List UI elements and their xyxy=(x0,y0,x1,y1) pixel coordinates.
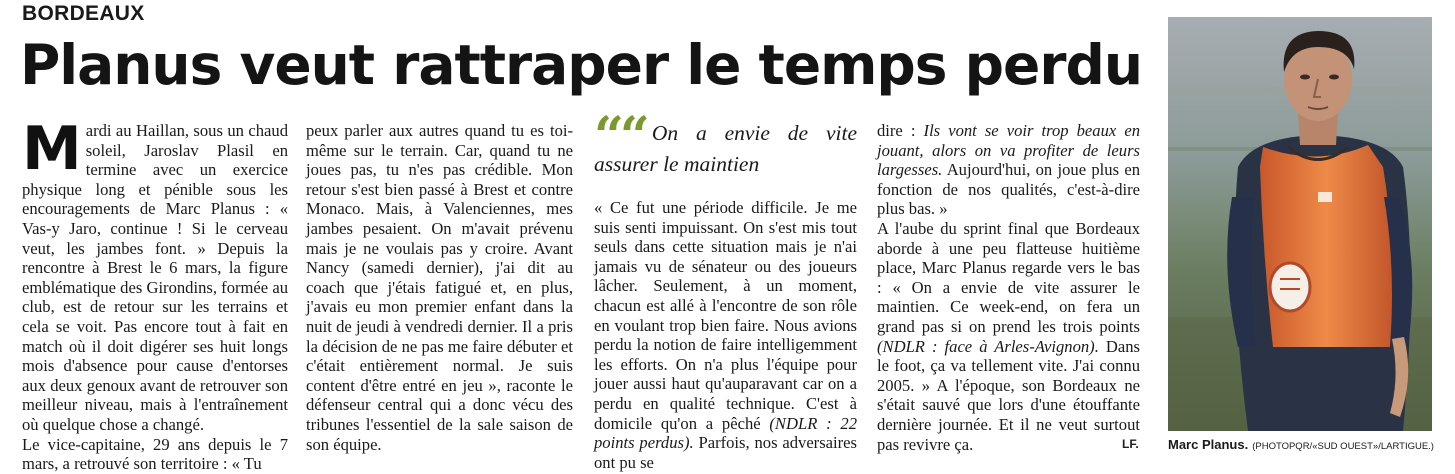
caption-name: Marc Planus. xyxy=(1168,437,1249,452)
article-column-3 xyxy=(594,106,857,472)
pull-quote xyxy=(594,106,857,176)
quoted-italic: Ils vont se voir trop beaux en jouant, alors on va profiter de leurs largesses. xyxy=(877,121,1140,180)
paragraph xyxy=(594,198,857,472)
player-photo-illustration xyxy=(1168,17,1432,431)
article-headline: Planus veut rattraper le temps perdu xyxy=(20,33,1143,97)
paragraph-text: A l'aube du sprint final que Bordeaux aborde à une peu flatteuse huitième place, Marc Planus regarde vers le bas : « On a envie de vite assurer le maintien. Ce week-end, on fera un grand pas si on prend les trois points xyxy=(877,218,1140,336)
paragraph xyxy=(877,121,1140,219)
paragraph: peux parler aux autres quand tu es toi-même sur le terrain. Car, quand tu ne joues pas, tu n'es pas crédible. Mon retour s'est bien passé à Brest et contre Monaco. Mais, à Valenciennes, mes jambes pesaient. On m'avait prévenu mais je ne voulais pas y croire. Avant Nancy (samedi dernier), j'ai dit au coach que j'étais fatigué et, en plus, j'avais eu mon premier enfant dans la nuit de jeudi à vendredi dernier. Il a pris la décision de ne pas me faire débuter et c'était entièrement normal. Je suis content d'être entré en jeu », raconte le défenseur central qui a donc vécu des tribunes l'essentiel de la sale saison de son équipe. xyxy=(306,121,573,454)
drop-cap: M xyxy=(22,114,82,184)
paragraph-text: Parfois, nos adversaires ont pu se xyxy=(594,433,857,472)
quote-mark-icon: ““ xyxy=(594,106,646,167)
pull-quote-text: On a envie de vite assurer le maintien xyxy=(594,121,857,176)
photo-caption xyxy=(1168,436,1438,454)
article-column-1 xyxy=(22,114,288,474)
player-photo xyxy=(1168,17,1432,431)
paragraph xyxy=(22,114,288,435)
section-label: BORDEAUX xyxy=(22,2,145,25)
paragraph xyxy=(877,219,1140,454)
paragraph-text: Aujourd'hui, on joue plus en fonction de nos qualités, c'est-à-dire plus bas. » xyxy=(877,160,1140,219)
article-column-4 xyxy=(877,121,1140,461)
paragraph-text: Dans le foot, ça va tellement vite. J'ai connu 2005. » A l'époque, son Bordeaux ne s'était sauvé que lors d'une étouffante dernière journée. Et il ne veut surtout pas revivre ça. xyxy=(877,336,1140,454)
caption-credit: (PHOTOPQR/«SUD OUEST»/LARTIGUE.) xyxy=(1252,441,1434,452)
paragraph-text: dire : xyxy=(877,121,924,140)
paragraph-text: « Ce fut une période difficile. Je me suis senti impuissant. On s'est mis tout seuls dans cette situation mais je n'ai jamais vu de sénateur ou des joueurs lâcher. Seulement, à un moment, chacun est allé à l'encontre de son rôle en voulant trop bien faire. Nous avions perdu la notion de faire intelligemment les efforts. On n'a plus l'équipe pour jouer aussi haut qu'auparavant car on a perdu en qualité technique. C'est à domicile qu'on a pêché xyxy=(594,198,857,433)
editor-note: (NDLR : face à Arles-Avignon). xyxy=(877,336,1099,356)
paragraph-text: ardi au Haillan, sous un chaud soleil, Jaroslav Plasil en termine avec un exercice physique long et pénible sous les encouragements de Marc Planus : « Vas-y Jaro, continue ! Si le cerveau veut, les jambes font. » Depuis la rencontre à Brest le 6 mars, la figure emblématique des Girondins, formée au club, est de retour sur les terrains et cela se voit. Pas encore tout à fait en match où il doit digérer ses huit longs mois d'absence pour cause d'entorses aux deux genoux avant de retrouver son meilleur niveau, mais à l'entraînement où quelque chose a changé. xyxy=(22,121,288,434)
paragraph: Le vice-capitaine, 29 ans depuis le 7 mars, a retrouvé son territoire : « Tu xyxy=(22,434,288,474)
author-initials: LF. xyxy=(1122,437,1139,451)
editor-note: (NDLR : 22 points perdus). xyxy=(594,413,857,453)
article-column-2 xyxy=(306,121,573,461)
